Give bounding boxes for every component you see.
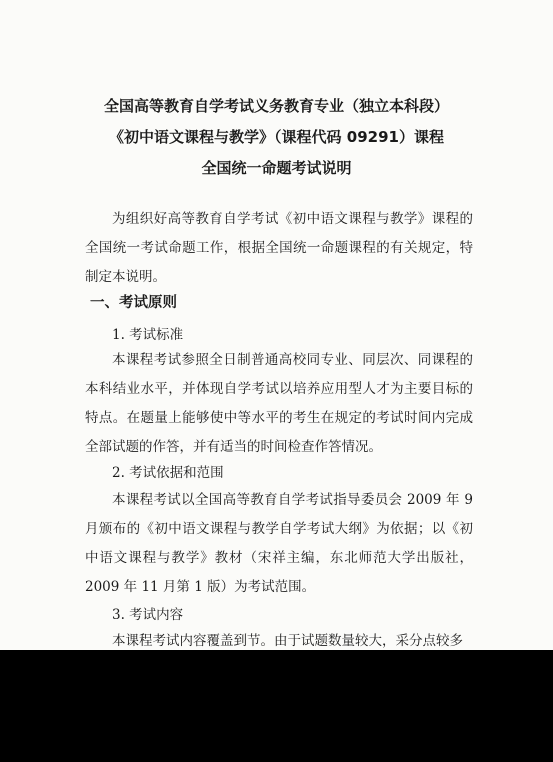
title-line-1: 全国高等教育自学考试义务教育专业（独立本科段）: [103, 97, 449, 115]
subheading-exam-basis: 2. 考试依据和范围: [112, 465, 224, 481]
subheading-exam-content: 3. 考试内容: [112, 607, 184, 623]
subheading-exam-standard: 1. 考试标准: [112, 327, 184, 343]
paragraph-exam-standard: 本课程考试参照全日制普通高校同专业、同层次、同课程的本科结业水平，并体现自学考试以培养应用型人才为主要目标的特点。在题量上能够使中等水平的考生在规定的考试时间内完成全部试题的作答，并有适当的时间检查作答情况。: [85, 352, 473, 455]
paragraph-exam-content: 本课程考试内容覆盖到节。由于试题数量较大，采分点较多: [112, 633, 463, 649]
paragraph-exam-basis: 本课程考试以全国高等教育自学考试指导委员会 2009 年 9 月颁布的《初中语文课程与教学自学考试大纲》为依据；以《初中语文课程与教学》教材（宋祥主编，东北师范大学出版社，2009 年 11 月第 1 版）为考试范围。: [85, 492, 473, 595]
title-line-2: 《初中语文课程与教学》（课程代码 09291）课程: [109, 128, 444, 146]
intro-paragraph: 为组织好高等教育自学考试《初中语文课程与教学》课程的全国统一考试命题工作，根据全国统一命题课程的有关规定，特制定本说明。: [85, 211, 473, 285]
black-bottom-band: [0, 650, 553, 762]
title-line-3: 全国统一命题考试说明: [201, 159, 352, 177]
section-heading-principles: 一、考试原则: [90, 295, 177, 311]
